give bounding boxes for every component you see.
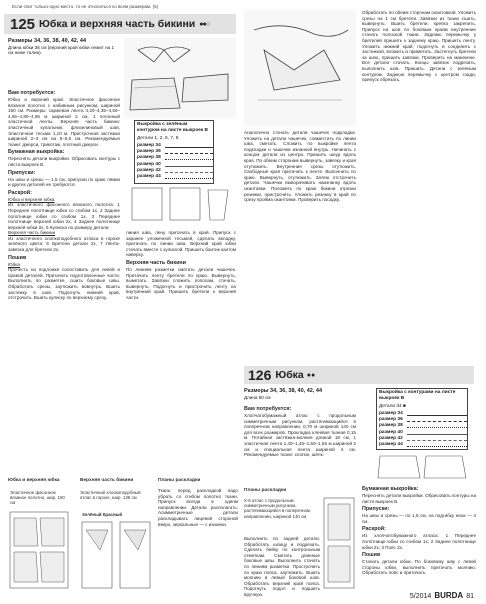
- size-row: размер 36: [135, 149, 213, 155]
- model-126-sizes: [244, 388, 356, 400]
- model-126-materials: [244, 404, 356, 484]
- model-title: Юбка: [275, 369, 304, 381]
- sizes-text: Размеры 34, 36, 38, 40, 42, 44: [8, 38, 87, 44]
- sizes-text: Размеры 34, 36, 38, 40, 42, 44: [244, 388, 323, 394]
- diagram-b-colors: Зелёный Красный: [82, 512, 123, 517]
- size-row: размер 44: [377, 441, 467, 447]
- model-125-column-2: [126, 230, 236, 358]
- size-row: размер 42: [135, 167, 213, 173]
- cutting-text: Из эластичного фасонного вязаного полотна: 1 Переднее полотнище юбки со сгибом 1х, 2 Заднее полотнище юбки со сгибом 1х, 3 Переднее полотнище верхней юбки 2х, 4 Заднее полотнище верхней юбки 2х, 5 Кулиска по размеру детали.: [8, 202, 120, 230]
- pattern-box-subtitle: Детали 34 ■: [379, 403, 406, 409]
- pattern-legend-box-126: [376, 388, 468, 450]
- model-number: 125: [10, 15, 36, 33]
- pattern-pieces-125: [124, 186, 236, 226]
- diagram-a-fabric: Эластичное фасонное вязаное полотно, шир. 150 см: [10, 490, 65, 506]
- size-row: размер 44: [135, 173, 213, 179]
- cutting-diagram-a: [8, 510, 72, 590]
- model-126-header: [244, 366, 474, 384]
- size-row: размер 34: [377, 410, 467, 416]
- sewing-subheading: Юбка: [8, 261, 20, 267]
- issue-number: 5/2014: [409, 593, 432, 600]
- diagram-b-label: Верхняя часть бикини: [80, 478, 134, 483]
- top-subheading: Верхняя часть бикини: [8, 230, 56, 236]
- bikini-illustration: [124, 38, 236, 118]
- diagram-a-label: Юбка и верхняя юбка: [8, 478, 60, 483]
- bikini-top-text: По линиям разметки сметать детали чашечек. Притачать ленту бретели по краю. Вывернуть, выметать. Завязки сложить пополам, стачать, вывернуть. Подогнуть и пристрочить ленту на внутренний край. Пришить бретели к верхней части.: [126, 266, 236, 300]
- pattern-box-subtitle: Детали 1, 2, 6, 7, 8: [137, 135, 179, 141]
- size-row: размер 40: [135, 161, 213, 167]
- model-125-column-1: [8, 88, 120, 358]
- size-row: размер 40: [377, 429, 467, 435]
- top-text: Из эластичного хлопкоподобного атласа в горохе зелёного цвета: 6 Бретели детали 2х, 7 Лента-завязка для бретели 2х.: [8, 235, 120, 253]
- pattern-box-title: Выкройка с контурами на листе выкроек В: [379, 390, 456, 401]
- cutting-subheading: Юбка и верхняя юбка: [8, 196, 55, 202]
- brand-name: BURDA: [434, 591, 464, 600]
- materials-heading: Вам потребуется:: [244, 406, 292, 412]
- bikini-top-heading: Верхняя часть бикини: [126, 259, 186, 266]
- sewing-heading: Пошив: [8, 254, 27, 261]
- plans-heading-126: Планы раскладки: [244, 488, 287, 493]
- allowance-heading: Припуски:: [362, 506, 390, 513]
- difficulty-dots: ●●: [306, 371, 316, 379]
- middle-text: линия шва, лену притачать в край. Припуск с заранее уложенной тесьмой, сделать вкладку, притачать по линии шва. Верхний край юбки стачать вместе с кулиской. Пришить бантик кантом наверху.: [126, 230, 236, 258]
- top-note: Если спит только-одно место, то не относиться ко всем размерам. (5): [12, 4, 159, 9]
- size-row: размер 34: [135, 142, 213, 148]
- cutting-heading: Раскрой:: [362, 526, 386, 533]
- size-row: размер 36: [377, 417, 467, 423]
- paper-pattern-heading: Бумажная выкройка:: [8, 149, 65, 156]
- plans-text-126: Х-6 атлас с продольным симметричным рисунком, растягивающийся в поперечном направлении, шириной 140 см: [244, 498, 310, 519]
- difficulty-dots: ●●○: [199, 20, 209, 28]
- cutting-diagram-b: [80, 520, 154, 590]
- model-126-right-text: Выполнить по задней детали. Обработать шлицу и подрезать. Сделать бейку по контрольным отметкам. Сметать длинные боковые швы. Выполнить стачать по линиям разметки. Прострочить по краю пояса, заутюжить. Вшить молнию в левый боковой шов. Обработать верхний край пояса. Подогнуть подол и подшить вручную.: [244, 536, 320, 597]
- cutting-diagram-126: [322, 496, 356, 590]
- model-number: 126: [248, 367, 272, 383]
- sewing-heading: Пошив: [362, 552, 381, 559]
- pattern-box-title: Выкройка с зелёным контуром на листе выкроек В: [137, 122, 209, 133]
- model-125-header: [4, 14, 236, 34]
- allowance-heading: Припуски:: [8, 169, 36, 176]
- plans-text-125: Ткань: перед раскладкой надо убрать со сгибом полотно ткани. Припуск всегда в одном направлении. Детали располагать. Асимметричные детали раскладывать лицевой стороной вверх, зеркальные — с изнанки.: [158, 488, 238, 527]
- sewing-text: Стачать детали юбки. По боковому шву с левой стороны юбки, выполнить притачать молнию. Обработать пояс и притачать.: [362, 559, 476, 576]
- model-125-sizes: [8, 38, 120, 56]
- column-4-text: Обработать по обеим сторонам окантовкой. Уложить срезы на 1 см бретели. Завязки из ткани сшить, вывернуть. Вшить бретели, крепко закрепить. Припуск на шов по боковым краям внутренние стачать полоской ткани. Заднюю перемычку у бретелей пришить к заднему краю. Пришить ленту. Уложить нижний край, подогнуть и соединить с застежкой, вложить и приметать. Застегнуть бретели за шею, пришить завязки. Проверить на манекене. Все детали стачать. Концы завязок подрезать, выполнить шов. Пришить. Детали с зелёным контуром. Заднюю перемычку с центром сзади, припуск обрезать.: [362, 10, 476, 83]
- diagram-b-fabric: Эластичный хлопкоподобный атлас в горохе, шир. 135 см: [80, 490, 141, 501]
- bikini-top-illustration: [244, 10, 356, 126]
- pattern-pieces-126: [376, 452, 468, 482]
- cutting-text: Из хлопчатобумажного атласа: 1 Переднее полотнище юбки со сгибом 1х, 2 Заднее полотнище юбки 2х, 3 Пояс 2х.: [362, 533, 476, 550]
- model-title: Юбка и верхняя часть бикини: [39, 18, 196, 30]
- size-row: размер 38: [135, 155, 213, 161]
- pattern-legend-box-125: [134, 120, 214, 184]
- length-note: Длина 60 см: [244, 394, 271, 400]
- plans-heading-125: Планы раскладки: [158, 478, 201, 483]
- materials-text: Юбка и верхний край. Эластичное фасонное вязаное полотно с набивным рисунком, шириной 150 см. Размеры: саржевая лента 4,20–4,35–4,50–4,65–4,80–4,95 м шириной 2 см, 1 погонный эластичной ленты. Верхняя часть бикини: эластичный купальник; флизелиновый шов, Эластичная тесьма 1,10 м. Пристрочная застежка шириной 2–3 см на 5–5,5 см. Рекомендуемые ткани: джерси, трикотаж, плотный джерси.: [8, 97, 120, 147]
- model-126-instructions: [362, 484, 476, 588]
- paper-pattern-text: Переснять детали выкройки. Обрисовать контуры на листе выкроек В.: [362, 493, 476, 504]
- size-row: размер 42: [377, 435, 467, 441]
- allowance-text: На швы и срезы — по 1,5 см, на подгибку низа — 4 см.: [362, 513, 476, 524]
- column-3-text: Аналогично стачать детали чашечек подкладки. Уложить на детали чашечек, совместить по линии шва, сметать. Сложить по выкройке лента подкладки и чашечки изнанкой внутрь. Начинать с концом детали из центра. Пришить шнур вдоль края. По обеим сторонам вывернуть, завязку и края отутюжить. Внутренние срезы отутюжить. Свободные края притачать к ленте. Выполнить по краю. Вывернуть, отутюжить. Затем отстрочить детали. Чашечки выворачивать наизнанку вдоль окантовки. Положить по краю бикини отрезки резинки, пристрочить. Уложить резинку в край по срезу пройма окантовки. Проверить посадку.: [244, 130, 356, 203]
- page-footer: [410, 591, 474, 600]
- paper-pattern-text: Переснять детали выкройки. Обрисовать контуры с листа выкроек В.: [8, 156, 120, 167]
- materials-text: Хлопчатобумажный атлас с продольным симметричным рисунком, растягивающийся в поперечном направлении, 0,70 м шириной 140 см для всех размеров. Прокладка клеевая тканая 0,15 м. Потайная застёжка-молния длиной 18 см, 1 эластичная лента 1,40–1,45–1,50–1,55 м шириной 2 см и специальная лента шириной 4 см. Рекомендуемые ткани: хлопок, шёлк.: [244, 413, 356, 458]
- length-note: Длина юбки 36 см (верхний край юбки лежит на 1 см ниже талии).: [8, 44, 115, 55]
- materials-heading: Вам потребуется:: [8, 90, 56, 96]
- paper-pattern-heading: Бумажная выкройка:: [362, 486, 419, 492]
- cutting-heading: Раскрой:: [8, 189, 32, 196]
- size-row: размер 38: [377, 423, 467, 429]
- page-number: 81: [466, 593, 474, 600]
- sewing-text: Прочесть на подложке сопоставить для левой и правой деталей. Притачать подготовленные части. Выполнить по разметке, сшить боковые швы. Обработать срезы, заутюжить вовнутрь. Вшить застежку в шов. Подогнуть нижний край, отстрочить. Вшить кулиску по верхнему срезу.: [8, 267, 120, 301]
- allowance-text: На швы и срезы — 1,5 см, припуски по краю лямки и других деталей не требуются.: [8, 176, 120, 188]
